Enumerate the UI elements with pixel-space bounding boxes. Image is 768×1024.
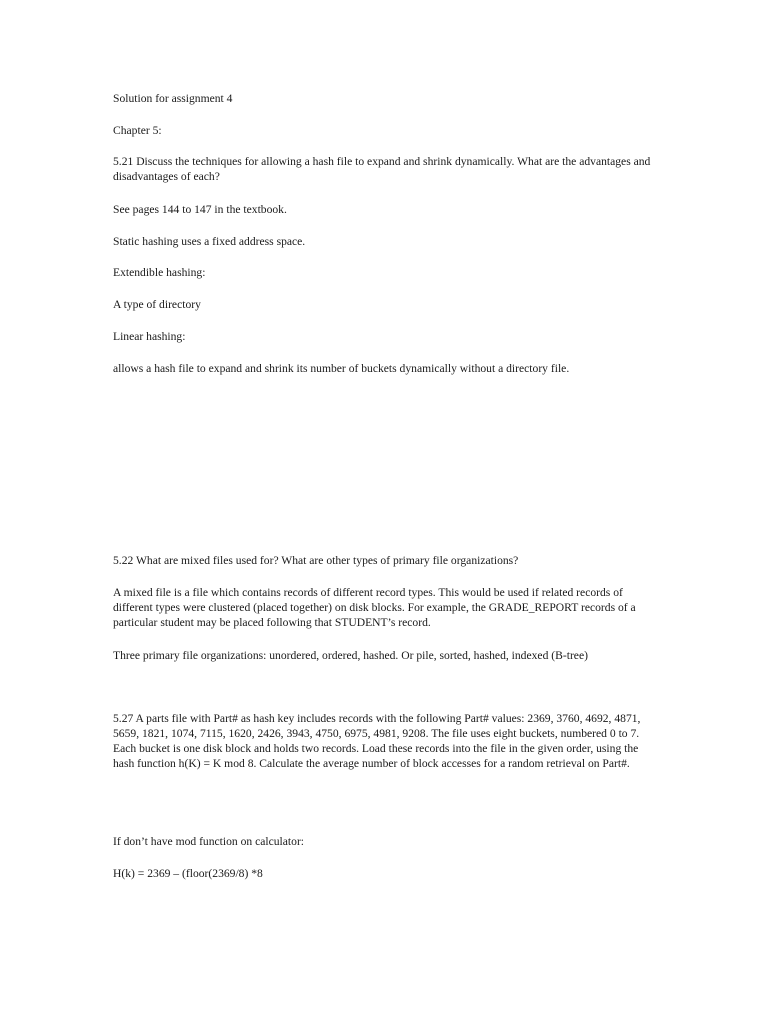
extendible-hashing-text: A type of directory [113,298,201,311]
calculator-note: If don’t have mod function on calculator: [113,835,305,848]
question-5-27: 5.27 A parts file with Part# as hash key includes records with the following Part# values: 2369, 3760, 4692, 4871, 5659, 1821, 1074, 7115, 1620, 2426, 3943, 4750, 6975, 4981, 9208. The file uses eight buckets, numbered 0 to 7. Each bucket is one disk block and holds two records. Load these records into the file in the given order, using the hash function h(K) = K mod 8. Calculate the average number of block accesses for a random retrieval on Part#. [113,712,641,770]
linear-hashing-label: Linear hashing: [113,330,186,343]
document-title: Solution for assignment 4 [113,92,233,105]
question-5-22: 5.22 What are mixed files used for? What are other types of primary file organizations? [113,554,519,567]
extendible-hashing-label: Extendible hashing: [113,266,206,279]
mod-formula: H(k) = 2369 – (floor(2369/8) *8 [113,867,263,880]
textbook-reference: See pages 144 to 147 in the textbook. [113,203,287,216]
chapter-heading: Chapter 5: [113,124,162,137]
static-hashing-text: Static hashing uses a fixed address space. [113,235,306,248]
linear-hashing-text: allows a hash file to expand and shrink its number of buckets dynamically without a directory file. [113,362,570,375]
question-5-21: 5.21 Discuss the techniques for allowing a hash file to expand and shrink dynamically. What are the advantages and disadvantages of each? [113,155,651,183]
mixed-file-answer: A mixed file is a file which contains records of different record types. This would be used if related records of different types were clustered (placed together) on disk blocks. For example, the GRADE_REPORT records of a particular student may be placed following that STUDENT’s record. [113,586,636,629]
file-organizations-text: Three primary file organizations: unordered, ordered, hashed. Or pile, sorted, hashed, indexed (B-tree) [113,649,588,662]
